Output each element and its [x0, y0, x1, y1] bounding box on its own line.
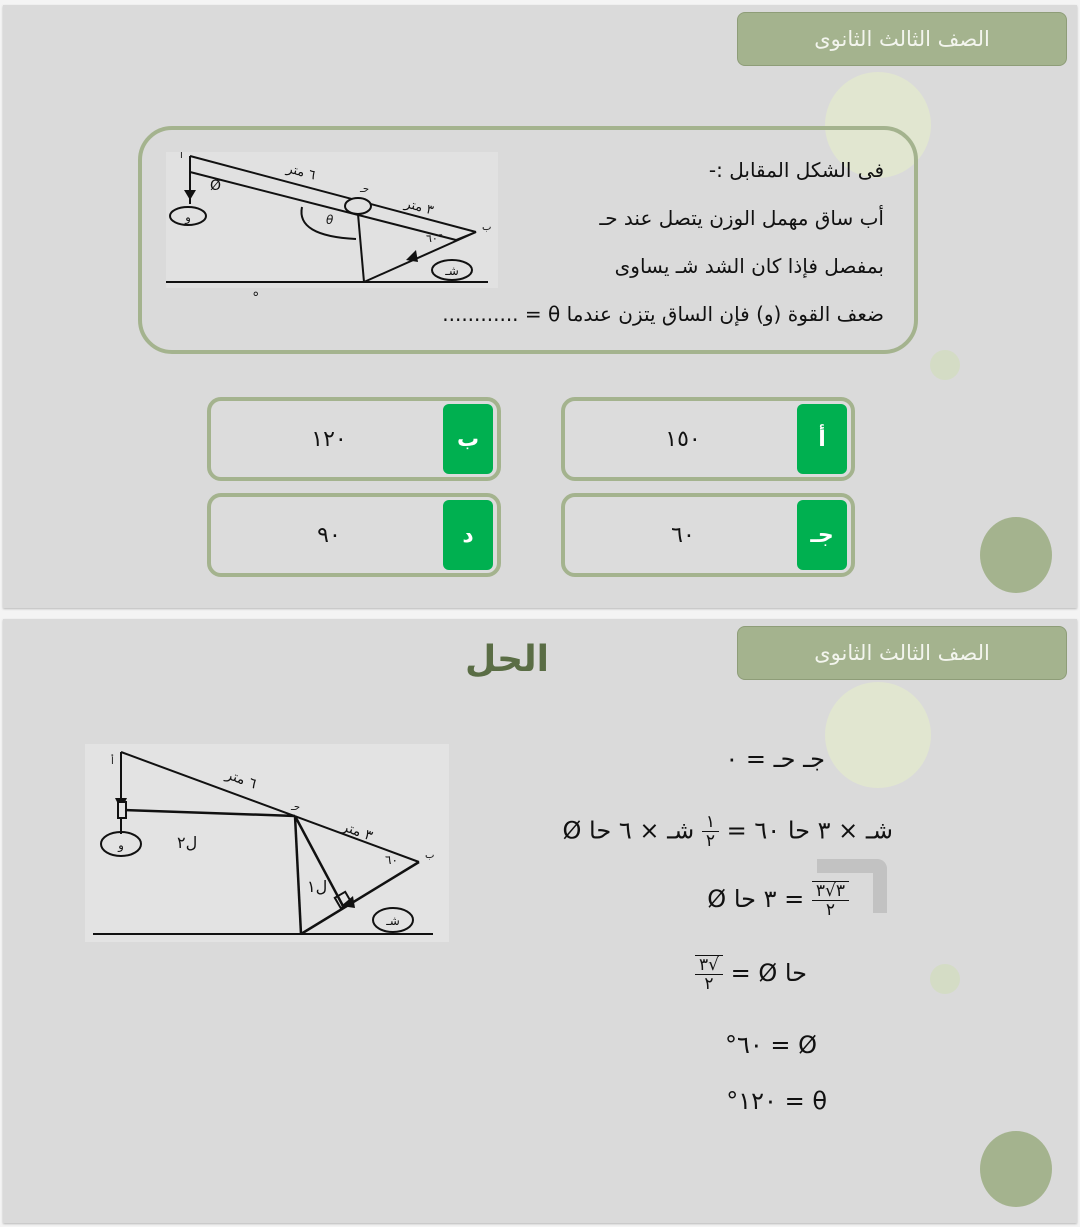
svg-text:θ: θ [326, 213, 334, 227]
svg-text:٦٠°: ٦٠° [426, 232, 444, 245]
option-d-letter: د [443, 500, 493, 570]
step-2-right: شـ × ٦ حا Ø [562, 816, 695, 845]
question-line-3: بمفصل فإذا كان الشد شـ يساوى [614, 254, 884, 278]
decorative-circle [930, 350, 960, 380]
svg-text:أ: أ [180, 152, 183, 161]
lever-diagram [166, 152, 498, 288]
grade-banner [737, 626, 1067, 680]
step-6-text: θ = ١٢٠° [726, 1087, 827, 1115]
fraction-denominator: ٢ [704, 974, 714, 994]
option-c[interactable] [561, 493, 855, 577]
grade-label: الصف الثالث الثانوى [814, 27, 990, 51]
svg-text:حـ: حـ [360, 184, 370, 195]
option-b-letter: ب [443, 404, 493, 474]
fraction-denominator: ٢ [825, 900, 836, 920]
svg-text:ل٢: ل٢ [177, 833, 198, 852]
decorative-circle [980, 517, 1052, 593]
question-line-2: أب ساق مهمل الوزن يتصل عند حـ [599, 206, 884, 230]
svg-text:شـ: شـ [386, 914, 400, 928]
step-4-left: حا Ø = [730, 959, 807, 987]
svg-text:أ: أ [111, 756, 114, 767]
step-moment-equation [563, 813, 893, 850]
solution-diagram [85, 744, 449, 942]
svg-text:شـ: شـ [445, 264, 459, 278]
svg-text:٣ متر: ٣ متر [402, 196, 436, 219]
step-moment-sum [725, 745, 825, 773]
step-3-right: = ٣ حا Ø [707, 885, 805, 913]
question-box [138, 126, 918, 354]
svg-text:Ø: Ø [210, 178, 222, 194]
fraction-numerator: √٣ [695, 955, 723, 975]
option-a[interactable] [561, 397, 855, 481]
svg-text:ب: ب [425, 850, 435, 861]
decorative-circle [825, 682, 931, 788]
svg-text:و: و [118, 838, 124, 852]
option-c-letter: جـ [797, 500, 847, 570]
option-b[interactable] [207, 397, 501, 481]
question-slide [3, 5, 1077, 608]
fraction-numerator: ٣√٣ [812, 881, 849, 901]
option-a-letter: أ [797, 404, 847, 474]
svg-text:٣ متر: ٣ متر [339, 818, 375, 845]
step-1-text: جـ حـ = ٠ [725, 745, 825, 773]
degree-mark: ° [252, 290, 260, 306]
step-5-text: Ø = ٦٠° [724, 1031, 817, 1059]
question-line-4-text: ضعف القوة (و) فإن الساق يتزن عندما θ = ............ [442, 302, 884, 326]
lever-figure-svg [166, 152, 498, 288]
option-d[interactable] [207, 493, 501, 577]
svg-text:٦ متر: ٦ متر [284, 161, 318, 184]
svg-text:٦٠: ٦٠ [385, 853, 398, 867]
svg-text:ل١: ل١ [307, 877, 328, 896]
step-2-left: شـ × ٣ حا ٦٠ = [726, 816, 893, 845]
svg-text:و: و [185, 210, 191, 224]
decorative-circle [980, 1131, 1052, 1207]
step-simplified [707, 881, 849, 919]
option-c-value: ٦٠ [671, 522, 695, 548]
solution-slide [3, 619, 1077, 1223]
grade-label: الصف الثالث الثانوى [814, 641, 990, 665]
option-a-value: ١٥٠ [665, 426, 701, 452]
fraction-3root3-over-2 [812, 881, 849, 919]
step-theta-answer [726, 1087, 827, 1115]
step-sine-value [695, 955, 807, 993]
option-d-value: ٩٠ [317, 522, 341, 548]
option-b-value: ١٢٠ [311, 426, 347, 452]
solution-figure-svg [85, 744, 449, 942]
question-line-4 [252, 290, 884, 338]
solution-title: الحل [465, 639, 549, 680]
fraction-denominator: ٢ [705, 831, 716, 851]
svg-text:ب: ب [482, 222, 492, 233]
fraction-numerator: ١ [702, 813, 719, 832]
svg-text:٦ متر: ٦ متر [223, 766, 259, 793]
step-phi-value [725, 1031, 817, 1059]
fraction-root3-over-2 [695, 955, 723, 993]
grade-banner [737, 12, 1067, 66]
fraction-half [702, 813, 719, 850]
question-line-1: فى الشكل المقابل :- [708, 158, 884, 182]
decorative-circle [930, 964, 960, 994]
svg-text:حـ: حـ [291, 802, 301, 813]
